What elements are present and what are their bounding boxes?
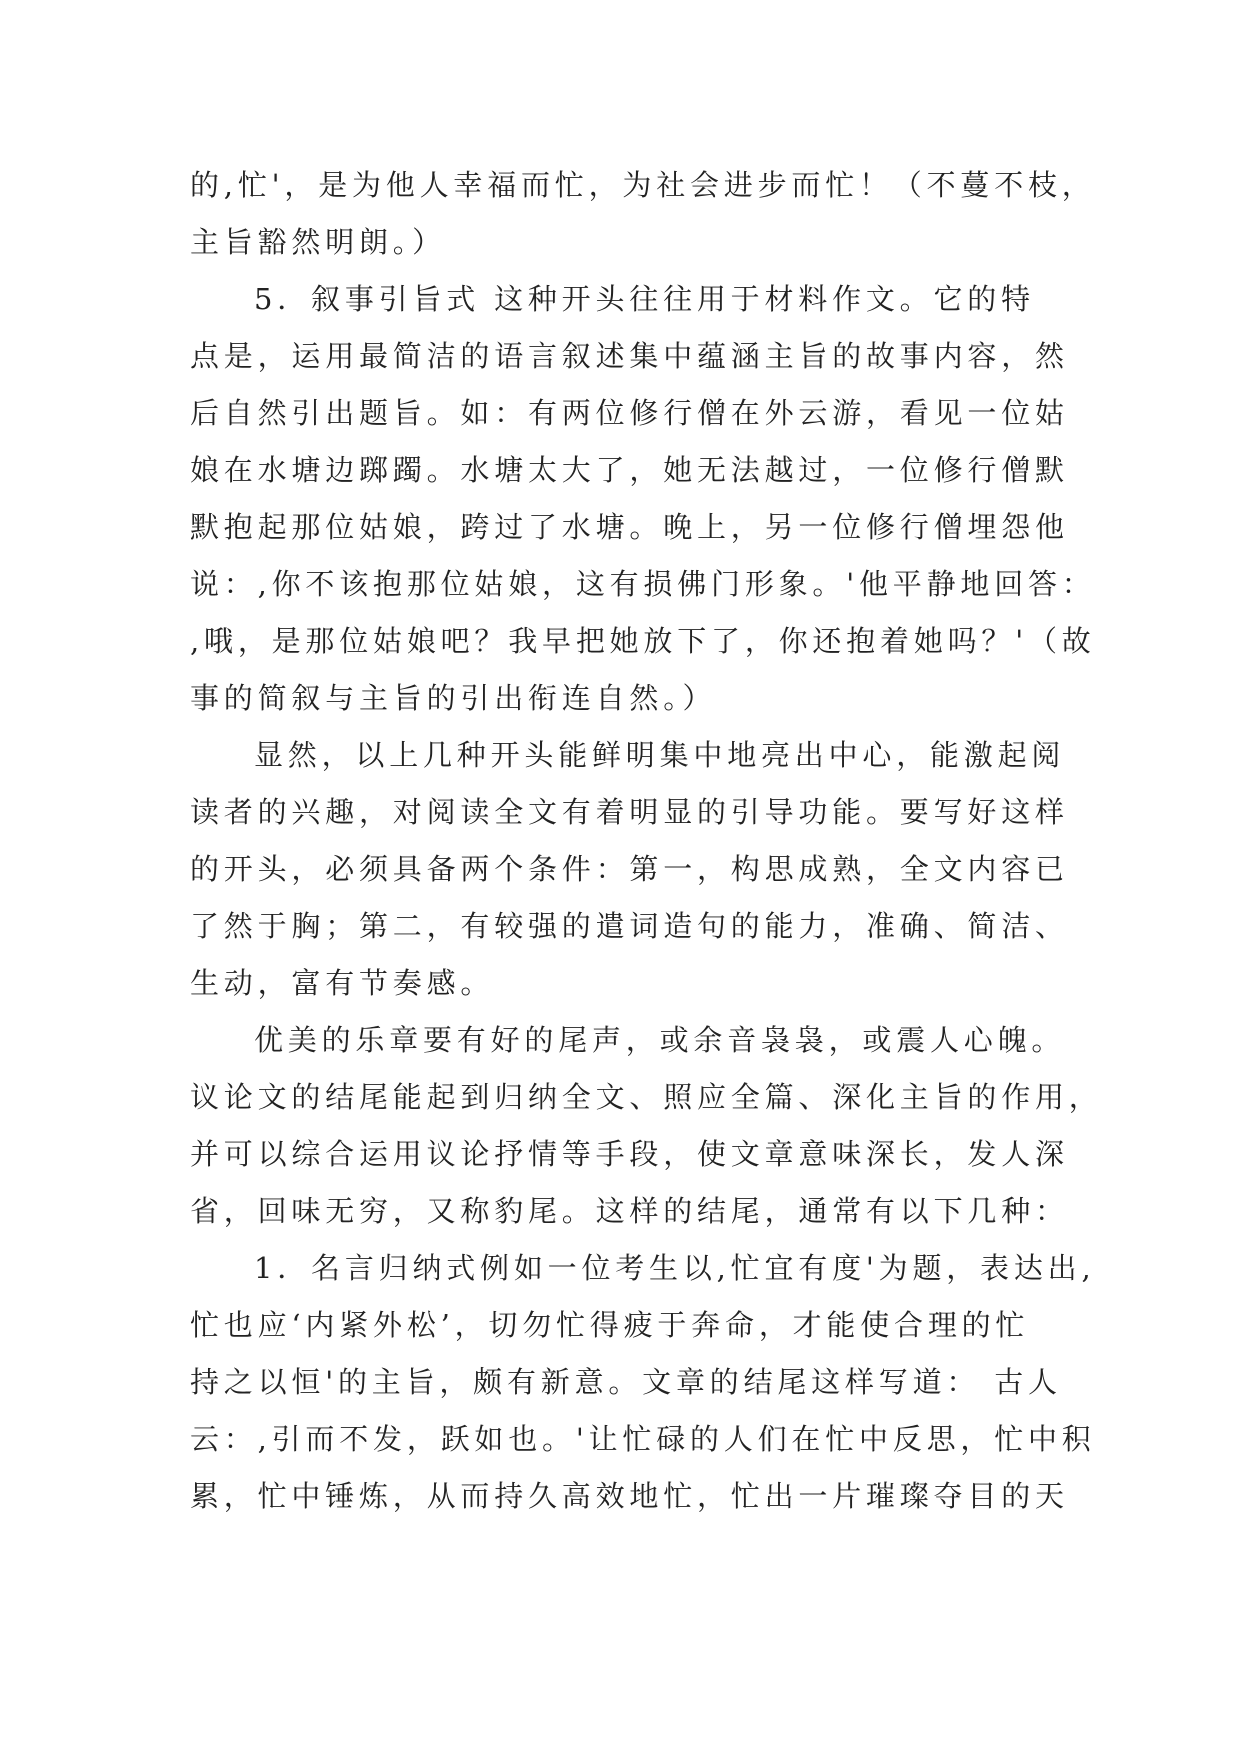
- text-line: 生动，富有节奏感。: [190, 966, 495, 1000]
- text-line: 显然，以上几种开头能鲜明集中地亮出中心，能激起阅: [254, 738, 1066, 772]
- text-line: 事的简叙与主旨的引出衔连自然。）: [190, 681, 717, 715]
- text-line: 并可以综合运用议论抒情等手段，使文章意味深长，发人深: [190, 1137, 1069, 1171]
- text-line: 1．名言归纳式例如一位考生以,忙宜有度'为题，表达出,: [254, 1251, 1096, 1285]
- text-line: 主旨豁然明朗。）: [190, 225, 446, 259]
- text-line: 后自然引出题旨。如：有两位修行僧在外云游，看见一位姑: [190, 396, 1069, 430]
- text-line: 的,忙'，是为他人幸福而忙，为社会进步而忙！（不蔓不枝，: [190, 168, 1096, 202]
- text-line: ,哦，是那位姑娘吧？我早把她放下了，你还抱着她吗？'（故: [190, 624, 1096, 658]
- text-line: 忙也应‘内紧外松’，切勿忙得疲于奔命，才能使合理的忙: [190, 1308, 1030, 1342]
- text-line: 优美的乐章要有好的尾声，或余音袅袅，或震人心魄。: [254, 1023, 1066, 1057]
- text-line: 娘在水塘边踯躅。水塘太大了，她无法越过，一位修行僧默: [190, 453, 1069, 487]
- text-line: 议论文的结尾能起到归纳全文、照应全篇、深化主旨的作用，: [190, 1080, 1103, 1114]
- text-line: 读者的兴趣，对阅读全文有着明显的引导功能。要写好这样: [190, 795, 1069, 829]
- text-line: 的开头，必须具备两个条件：第一，构思成熟，全文内容已: [190, 852, 1069, 886]
- text-line: 5．叙事引旨式 这种开头往往用于材料作文。它的特: [254, 282, 1035, 316]
- text-line: 了然于胸；第二，有较强的遣词造句的能力，准确、简洁、: [190, 909, 1069, 943]
- text-line: 默抱起那位姑娘，跨过了水塘。晚上，另一位修行僧埋怨他: [190, 510, 1069, 544]
- text-line: 累，忙中锤炼，从而持久高效地忙，忙出一片璀璨夺目的天: [190, 1479, 1069, 1513]
- text-line: 说：,你不该抱那位姑娘，这有损佛门形象。'他平静地回答：: [190, 567, 1096, 601]
- text-line: 云：,引而不发，跃如也。'让忙碌的人们在忙中反思，忙中积: [190, 1422, 1096, 1456]
- text-line: 持之以恒'的主旨，颇有新意。文章的结尾这样写道： 古人: [190, 1365, 1062, 1399]
- text-line: 省，回味无穷，又称豹尾。这样的结尾，通常有以下几种：: [190, 1194, 1069, 1228]
- text-line: 点是，运用最简洁的语言叙述集中蕴涵主旨的故事内容，然: [190, 339, 1069, 373]
